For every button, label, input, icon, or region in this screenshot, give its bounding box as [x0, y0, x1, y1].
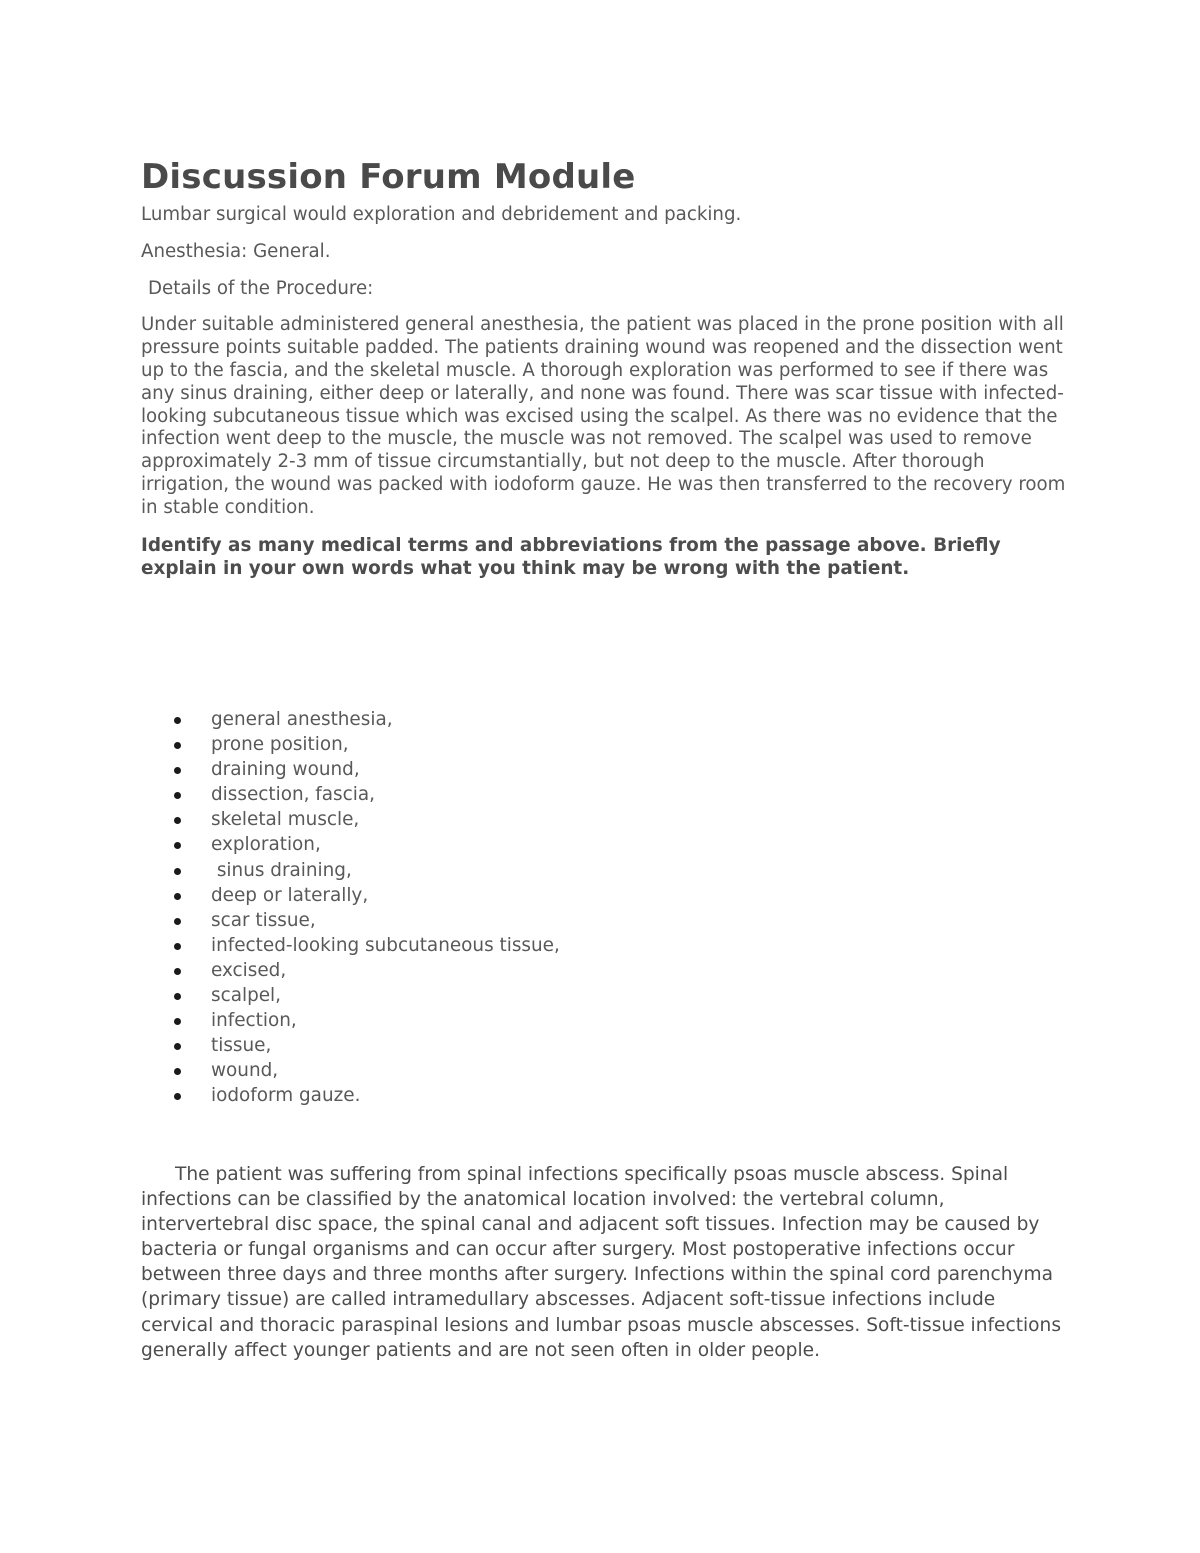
list-item: sinus draining,: [171, 858, 560, 883]
list-item: draining wound,: [171, 757, 560, 782]
bullet-icon: [174, 742, 181, 749]
list-item: infection,: [171, 1008, 560, 1033]
bullet-icon: [174, 717, 181, 724]
bullet-icon: [174, 943, 181, 950]
bullet-icon: [174, 918, 181, 925]
bullet-icon: [174, 993, 181, 1000]
list-item: scalpel,: [171, 983, 560, 1008]
bullet-icon: [174, 893, 181, 900]
answer-paragraph: The patient was suffering from spinal infections specifically psoas muscle abscess. Spinal infections can be classified by the anatomical location involved: the vertebral column, intervertebral disc space, the spinal canal and adjacent soft tissues. Infection may be caused by bacteria or fungal organisms and can occur after surgery. Most postoperative infections occur between three days and three months after surgery. Infections within the spinal cord parenchyma (primary tissue) are called intramedullary abscesses. Adjacent soft-tissue infections include cervical and thoracic paraspinal lesions and lumbar psoas muscle abscesses. Soft-tissue infections generally affect younger patients and are not seen often in older people.: [141, 1164, 1062, 1361]
details-heading: Details of the Procedure:: [148, 277, 374, 299]
list-item: skeletal muscle,: [171, 807, 560, 832]
bullet-icon: [174, 842, 181, 849]
bullet-icon: [174, 1018, 181, 1025]
document-page: [141, 156, 1071, 1361]
assignment-question: Identify as many medical terms and abbreviations from the passage above. Briefly explain in your own words what you think may be wrong with the patient.: [141, 534, 1001, 579]
list-item: dissection, fascia,: [171, 782, 560, 807]
list-item: exploration,: [171, 832, 560, 857]
list-item: scar tissue,: [171, 908, 560, 933]
list-item: tissue,: [171, 1033, 560, 1058]
bullet-icon: [174, 968, 181, 975]
list-item: general anesthesia,: [171, 707, 560, 732]
bullet-icon: [174, 868, 181, 875]
list-item: deep or laterally,: [171, 883, 560, 908]
bullet-icon: [174, 1093, 181, 1100]
list-item: excised,: [171, 958, 560, 983]
document-title: Discussion Forum Module: [141, 157, 636, 197]
list-item: infected-looking subcutaneous tissue,: [171, 933, 560, 958]
bullet-icon: [174, 1043, 181, 1050]
procedure-details: Under suitable administered general anesthesia, the patient was placed in the prone position with all pressure points suitable padded. The patients draining wound was reopened and the dissection went up to the fascia, and the skeletal muscle. A thorough exploration was performed to see if there was any sinus draining, either deep or laterally, and none was found. There was scar tissue with infected-looking subcutaneous tissue which was excised using the scalpel. As there was no evidence that the infection went deep to the muscle, the muscle was not removed. The scalpel was used to remove approximately 2-3 mm of tissue circumstantially, but not deep to the muscle. After thorough irrigation, the wound was packed with iodoform gauze. He was then transferred to the recovery room in stable condition.: [141, 314, 1066, 518]
medical-terms-list: [171, 707, 560, 1109]
bullet-icon: [174, 792, 181, 799]
bullet-icon: [174, 1068, 181, 1075]
anesthesia-line: Anesthesia: General.: [141, 240, 331, 262]
bullet-icon: [174, 817, 181, 824]
bullet-icon: [174, 767, 181, 774]
list-item: iodoform gauze.: [171, 1083, 560, 1108]
list-item: prone position,: [171, 732, 560, 757]
procedure-line: Lumbar surgical would exploration and debridement and packing.: [141, 204, 742, 225]
list-item: wound,: [171, 1058, 560, 1083]
